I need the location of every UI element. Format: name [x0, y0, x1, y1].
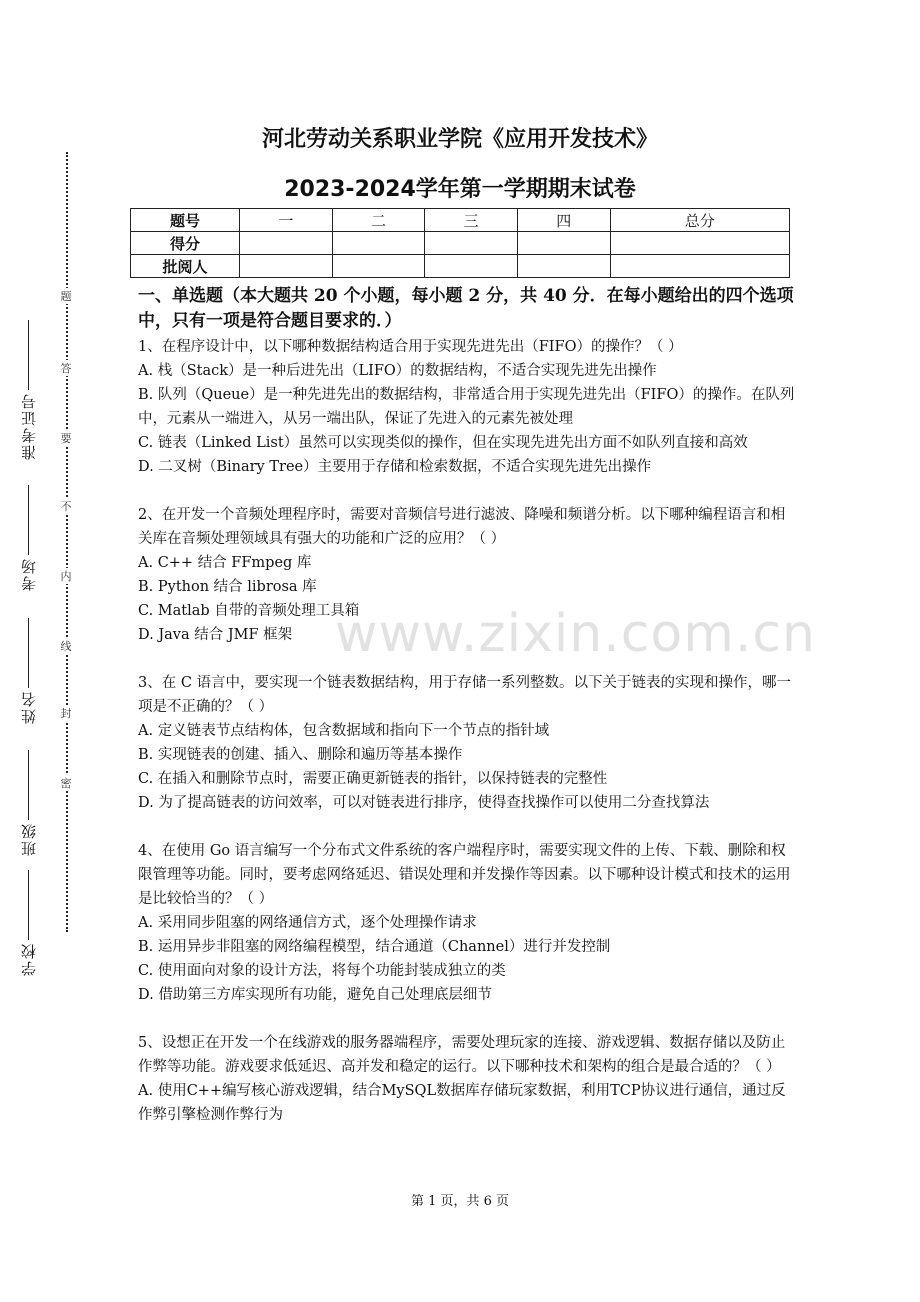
question-option: C. 使用面向对象的设计方法，将每个功能封装成独立的类	[138, 963, 506, 979]
question-option: B. 队列（Queue）是一种先进先出的数据结构，非常适合用于实现先进先出（FIFO）的操作。在队列中，元素从一端进入，从另一端出队，保证了先进入的元素先被处理	[138, 387, 795, 427]
grader-cell[interactable]	[332, 255, 425, 278]
seal-char: 不	[58, 498, 74, 514]
watermark: www.zixin.com.cn	[335, 604, 816, 664]
seal-char: 密	[58, 775, 74, 791]
grader-cell[interactable]	[240, 255, 333, 278]
question-option: C. 链表（Linked List）虽然可以实现类似的操作，但在实现先进先出方面不如队列直接和高效	[138, 435, 748, 451]
seal-char: 内	[58, 568, 74, 584]
question-4	[138, 839, 798, 1007]
score-cell[interactable]	[332, 232, 425, 255]
question-option: A. 使用C++编写核心游戏逻辑，结合MySQL数据库存储玩家数据，利用TCP协议进行通信，通过反作弊引擎检测作弊行为	[138, 1083, 786, 1123]
score-table-header: 三	[425, 209, 518, 232]
class-label: 班级	[18, 750, 39, 856]
seal-char: 题	[58, 288, 74, 304]
score-cell[interactable]	[425, 232, 518, 255]
question-option: A. 采用同步阻塞的网络通信方式，逐个处理操作请求	[138, 915, 477, 931]
school-label: 学校	[18, 870, 39, 976]
score-table-row	[131, 255, 790, 278]
exam-subtitle: 2023-2024学年第一学期期末试卷	[284, 177, 636, 202]
page-footer: 第 1 页，共 6 页	[410, 1194, 510, 1209]
question-stem: 5、设想正在开发一个在线游戏的服务器端程序，需要处理玩家的连接、游戏逻辑、数据存储以及防止作弊等功能。游戏要求低延迟、高并发和稳定的运行。以下哪种技术和架构的组合是最合适的？（ ）	[138, 1035, 786, 1075]
question-stem: 3、在 C 语言中，要实现一个链表数据结构，用于存储一系列整数。以下关于链表的实现和操作，哪一项是不正确的？（ ）	[138, 675, 792, 715]
question-5	[138, 1031, 798, 1127]
score-table-row	[131, 232, 790, 255]
question-option: C. 在插入和删除节点时，需要正确更新链表的指针，以保持链表的完整性	[138, 771, 608, 787]
score-row-label: 得分	[131, 232, 240, 255]
question-1	[138, 335, 798, 479]
score-table-header: 一	[240, 209, 333, 232]
score-table-header: 总分	[610, 209, 789, 232]
question-option: C. Matlab 自带的音频处理工具箱	[138, 603, 360, 619]
score-cell[interactable]	[610, 232, 789, 255]
section-heading: 一、单选题（本大题共 20 个小题，每小题 2 分，共 40 分．在每小题给出的四个选项中，只有一项是符合题目要求的．）	[138, 286, 794, 331]
score-table-header: 二	[332, 209, 425, 232]
question-stem: 1、在程序设计中，以下哪种数据结构适合用于实现先进先出（FIFO）的操作？（ ）	[138, 339, 683, 355]
name-label: 姓名	[18, 618, 39, 724]
binding-margin	[0, 140, 90, 976]
seal-char: 要	[58, 430, 74, 446]
question-stem: 2、在开发一个音频处理程序时，需要对音频信号进行滤波、降噪和频谱分析。以下哪种编程语言和相关库在音频处理领域具有强大的功能和广泛的应用？（ ）	[138, 507, 786, 547]
question-option: D. Java 结合 JMF 框架	[138, 627, 293, 643]
seal-char: 答	[58, 360, 74, 376]
question-option: D. 借助第三方库实现所有功能，避免自己处理底层细节	[138, 987, 492, 1003]
score-table	[130, 208, 790, 278]
score-table-header-row	[131, 209, 790, 232]
score-cell[interactable]	[517, 232, 610, 255]
seal-char: 线	[58, 638, 74, 654]
question-stem: 4、在使用 Go 语言编写一个分布式文件系统的客户端程序时，需要实现文件的上传、下载、删除和权限管理等功能。同时，要考虑网络延迟、错误处理和并发操作等因素。以下哪种设计模式和技术的运用是比较恰当的？（ ）	[138, 843, 791, 907]
grader-cell[interactable]	[425, 255, 518, 278]
question-option: A. 定义链表节点结构体，包含数据域和指向下一个节点的指针域	[138, 723, 550, 739]
question-option: A. C++ 结合 FFmpeg 库	[138, 555, 312, 571]
question-3	[138, 671, 798, 815]
score-table-header: 四	[517, 209, 610, 232]
score-cell[interactable]	[240, 232, 333, 255]
score-table-header: 题号	[131, 209, 240, 232]
exam-number-label: 准考证号	[18, 320, 39, 460]
question-option: B. 运用异步非阻塞的网络编程模型，结合通道（Channel）进行并发控制	[138, 939, 611, 955]
question-option: D. 二叉树（Binary Tree）主要用于存储和检索数据，不适合实现先进先出操作	[138, 459, 652, 475]
grader-row-label: 批阅人	[131, 255, 240, 278]
question-option: B. 实现链表的创建、插入、删除和遍历等基本操作	[138, 747, 463, 763]
exam-title: 河北劳动关系职业学院《应用开发技术》	[261, 127, 658, 152]
question-option: D. 为了提高链表的访问效率，可以对链表进行排序，使得查找操作可以使用二分查找算法	[138, 795, 710, 811]
exam-room-label: 考场	[18, 485, 39, 591]
question-option: B. Python 结合 librosa 库	[138, 579, 317, 595]
grader-cell[interactable]	[517, 255, 610, 278]
binding-dotted-line	[66, 152, 68, 932]
exam-content	[138, 284, 798, 1151]
question-option: A. 栈（Stack）是一种后进先出（LIFO）的数据结构，不适合实现先进先出操作	[138, 363, 657, 379]
grader-cell[interactable]	[610, 255, 789, 278]
seal-char: 封	[58, 705, 74, 721]
